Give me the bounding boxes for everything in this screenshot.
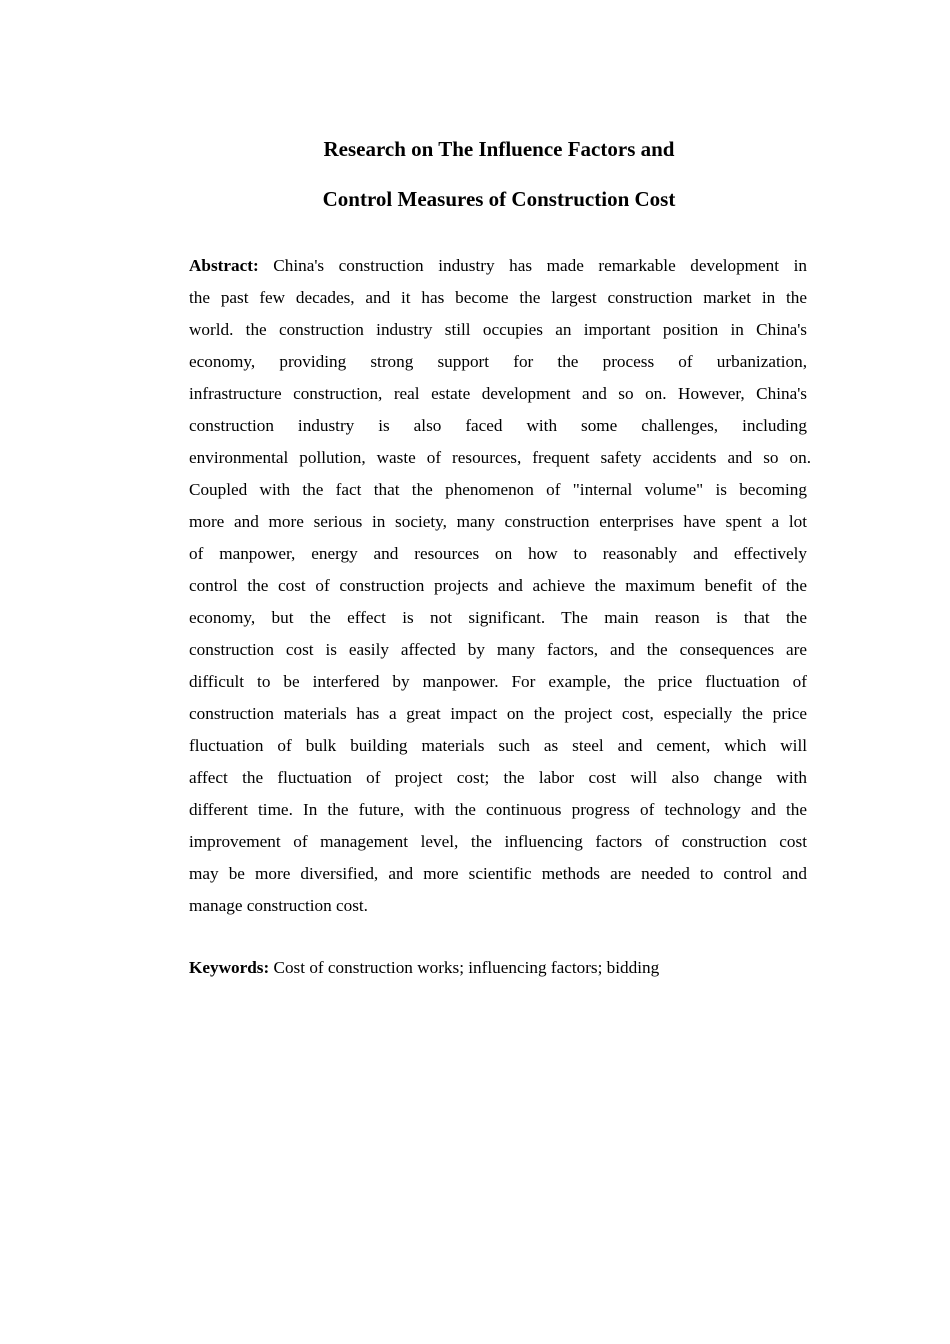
abstract-line: more and more serious in society, many construction enterprises have spent a lot	[189, 512, 807, 531]
abstract-line: economy, but the effect is not significant. The main reason is that the	[189, 608, 807, 627]
abstract-line: construction cost is easily affected by many factors, and the consequences are	[189, 640, 807, 659]
keywords-text: Cost of construction works; influencing factors; bidding	[269, 958, 660, 977]
abstract-section	[189, 250, 811, 922]
keywords-label: Keywords:	[189, 958, 270, 977]
abstract-line: Coupled with the fact that the phenomenon of "internal volume" is becoming	[189, 480, 807, 499]
keywords-section	[189, 952, 807, 984]
abstract-line: construction materials has a great impact on the project cost, especially the price	[189, 704, 807, 723]
abstract-line: fluctuation of bulk building materials such as steel and cement, which will	[189, 736, 807, 755]
abstract-line: construction industry is also faced with some challenges, including	[189, 416, 807, 435]
abstract-line: may be more diversified, and more scientific methods are needed to control and	[189, 864, 807, 883]
title-line-2: Control Measures of Construction Cost	[322, 187, 676, 211]
abstract-line: infrastructure construction, real estate development and so on. However, China's	[189, 384, 807, 403]
title-line-1: Research on The Influence Factors and	[323, 137, 675, 161]
abstract-line: of manpower, energy and resources on how to reasonably and effectively	[189, 544, 807, 563]
abstract-line	[189, 250, 807, 282]
abstract-line: environmental pollution, waste of resources, frequent safety accidents and so on.	[189, 448, 811, 467]
abstract-line-text: China's construction industry has made remarkable development in	[258, 256, 807, 275]
abstract-line: affect the fluctuation of project cost; the labor cost will also change with	[189, 768, 807, 787]
abstract-label: Abstract:	[189, 256, 259, 275]
abstract-line: world. the construction industry still occupies an important position in China's	[189, 320, 807, 339]
paper-title	[0, 124, 950, 224]
abstract-line: control the cost of construction projects and achieve the maximum benefit of the	[189, 576, 807, 595]
abstract-line: economy, providing strong support for the process of urbanization,	[189, 352, 807, 371]
abstract-line: difficult to be interfered by manpower. For example, the price fluctuation of	[189, 672, 807, 691]
abstract-line: improvement of management level, the influencing factors of construction cost	[189, 832, 807, 851]
abstract-line: different time. In the future, with the continuous progress of technology and the	[189, 800, 807, 819]
abstract-line: manage construction cost.	[189, 896, 368, 915]
abstract-line: the past few decades, and it has become the largest construction market in the	[189, 288, 807, 307]
